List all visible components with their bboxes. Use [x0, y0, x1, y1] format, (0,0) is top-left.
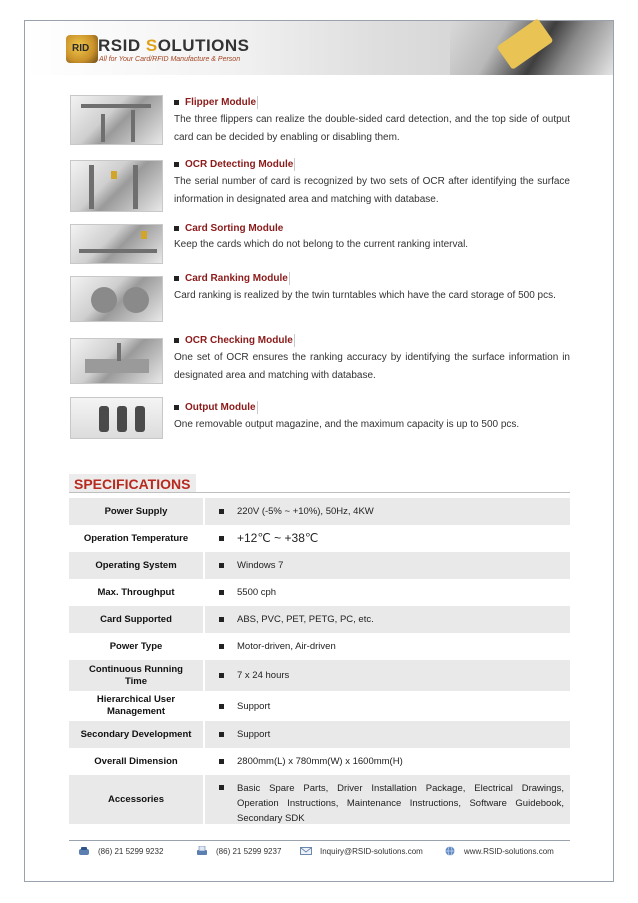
- footer-fax: (86) 21 5299 9237: [196, 846, 281, 856]
- spec-label: Max. Throughput: [97, 586, 175, 598]
- table-row: [69, 721, 570, 748]
- table-row: [69, 660, 570, 691]
- bullet-icon: [219, 704, 224, 709]
- module-card-ranking: [174, 272, 570, 305]
- spec-value: Support: [237, 729, 271, 740]
- bullet-icon: [219, 563, 224, 568]
- table-row: [69, 748, 570, 775]
- brand-part1: RSID: [98, 36, 146, 55]
- card-ranking-module-image: [70, 276, 163, 322]
- bullet-icon: [219, 509, 224, 514]
- spec-value: ABS, PVC, PET, PETG, PC, etc.: [237, 614, 374, 625]
- email-icon: [300, 846, 312, 856]
- spec-label: Operating System: [69, 552, 203, 579]
- spec-label: Power Type: [109, 640, 163, 652]
- module-ocr-detecting: [174, 158, 570, 209]
- module-title: Card Ranking Module: [185, 273, 288, 284]
- module-output: [174, 401, 570, 434]
- bullet-icon: [219, 536, 224, 541]
- spec-label: Card Supported: [69, 606, 203, 633]
- spec-value: Motor-driven, Air-driven: [237, 641, 336, 652]
- module-description: One removable output magazine, and the maximum capacity is up to 500 pcs.: [174, 419, 520, 430]
- brand-name: [98, 36, 250, 56]
- table-row: [69, 633, 570, 660]
- ocr-checking-module-image: [70, 338, 163, 384]
- table-row: [69, 498, 570, 525]
- spec-value: 2800mm(L) x 780mm(W) x 1600mm(H): [237, 756, 403, 767]
- spec-label: Overall Dimension: [94, 755, 178, 767]
- spec-value: 5500 cph: [237, 587, 277, 598]
- table-row: [69, 579, 570, 606]
- bullet-icon: [174, 405, 179, 410]
- table-row: [69, 525, 570, 552]
- website-link[interactable]: www.RSID-solutions.com: [464, 846, 554, 856]
- table-row: [69, 691, 570, 721]
- table-row: [69, 606, 570, 633]
- footer-website: [444, 846, 554, 856]
- spec-value: Support: [237, 700, 271, 712]
- flipper-module-image: [70, 95, 163, 145]
- module-description: One set of OCR ensures the ranking accuracy by identifying the surface information in designated area and matching with database.: [174, 352, 570, 381]
- module-title: Flipper Module: [185, 97, 257, 108]
- module-ocr-checking: [174, 334, 570, 385]
- bullet-icon: [219, 590, 224, 595]
- spec-value: Windows 7: [237, 560, 284, 571]
- email-link[interactable]: Inquiry@RSID-solutions.com: [320, 846, 423, 856]
- module-title: OCR Detecting Module: [185, 159, 294, 170]
- brand-part2: OLUTIONS: [157, 36, 250, 55]
- spec-label: Continuous Running Time: [69, 660, 203, 691]
- spec-label: Accessories: [69, 775, 203, 824]
- module-title: Output Module: [185, 402, 256, 413]
- spec-value: Basic Spare Parts, Driver Installation Package, Electrical Drawings, Operation Instructions, Maintenance Instructions, Software Guidebook, Secondary SDK: [237, 783, 564, 824]
- logo-badge-text: RID: [72, 43, 90, 54]
- bullet-icon: [219, 617, 224, 622]
- bullet-icon: [219, 759, 224, 764]
- globe-icon: [444, 846, 456, 856]
- table-row: [69, 552, 570, 579]
- bullet-icon: [219, 785, 224, 790]
- output-module-image: [70, 397, 163, 439]
- spec-label: Operation Temperature: [83, 532, 189, 544]
- bullet-icon: [174, 100, 179, 105]
- bullet-icon: [174, 162, 179, 167]
- fax-icon: [196, 846, 208, 856]
- bullet-icon: [219, 644, 224, 649]
- specifications-heading: SPECIFICATIONS: [69, 474, 196, 493]
- module-description: The serial number of card is recognized by two sets of OCR after identifying the surface information in designated area and matching with database.: [174, 176, 570, 205]
- specifications-rule: [69, 492, 570, 493]
- bullet-icon: [219, 732, 224, 737]
- ocr-detecting-module-image: [70, 160, 163, 212]
- bullet-icon: [219, 673, 224, 678]
- spec-label: Secondary Development: [69, 721, 203, 748]
- spec-value: 220V (-5% ~ +10%), 50Hz, 4KW: [237, 506, 374, 517]
- spec-value: +12℃ ~ +38℃: [237, 531, 319, 545]
- module-description: The three flippers can realize the double-sided card detection, and the top side of output card can be decided by enabling or disabling them.: [174, 114, 570, 143]
- module-title: Card Sorting Module: [185, 223, 284, 234]
- footer-phone: (86) 21 5299 9232: [78, 846, 163, 856]
- module-title: OCR Checking Module: [185, 335, 293, 346]
- module-card-sorting: [174, 223, 570, 254]
- phone-icon: [78, 846, 90, 856]
- bullet-icon: [174, 338, 179, 343]
- footer: [78, 846, 568, 862]
- spec-value: 7 x 24 hours: [237, 670, 290, 681]
- brand-tagline: All for Your Card/RFID Manufacture & Person: [99, 56, 241, 63]
- module-description: Card ranking is realized by the twin turntables which have the card storage of 500 pcs.: [174, 290, 556, 301]
- logo-icon: [66, 35, 98, 63]
- bullet-icon: [174, 276, 179, 281]
- specifications-table: [69, 498, 570, 824]
- footer-email: [300, 846, 423, 856]
- spec-label: Hierarchical User Management: [96, 694, 176, 717]
- module-description: Keep the cards which do not belong to the current ranking interval.: [174, 239, 469, 250]
- card-sorting-module-image: [70, 224, 163, 264]
- module-flipper: [174, 96, 570, 147]
- brand-highlight: S: [145, 36, 158, 55]
- bullet-icon: [174, 226, 179, 231]
- table-row: [69, 775, 570, 824]
- spec-label: Power Supply: [69, 498, 203, 525]
- footer-rule: [69, 840, 570, 841]
